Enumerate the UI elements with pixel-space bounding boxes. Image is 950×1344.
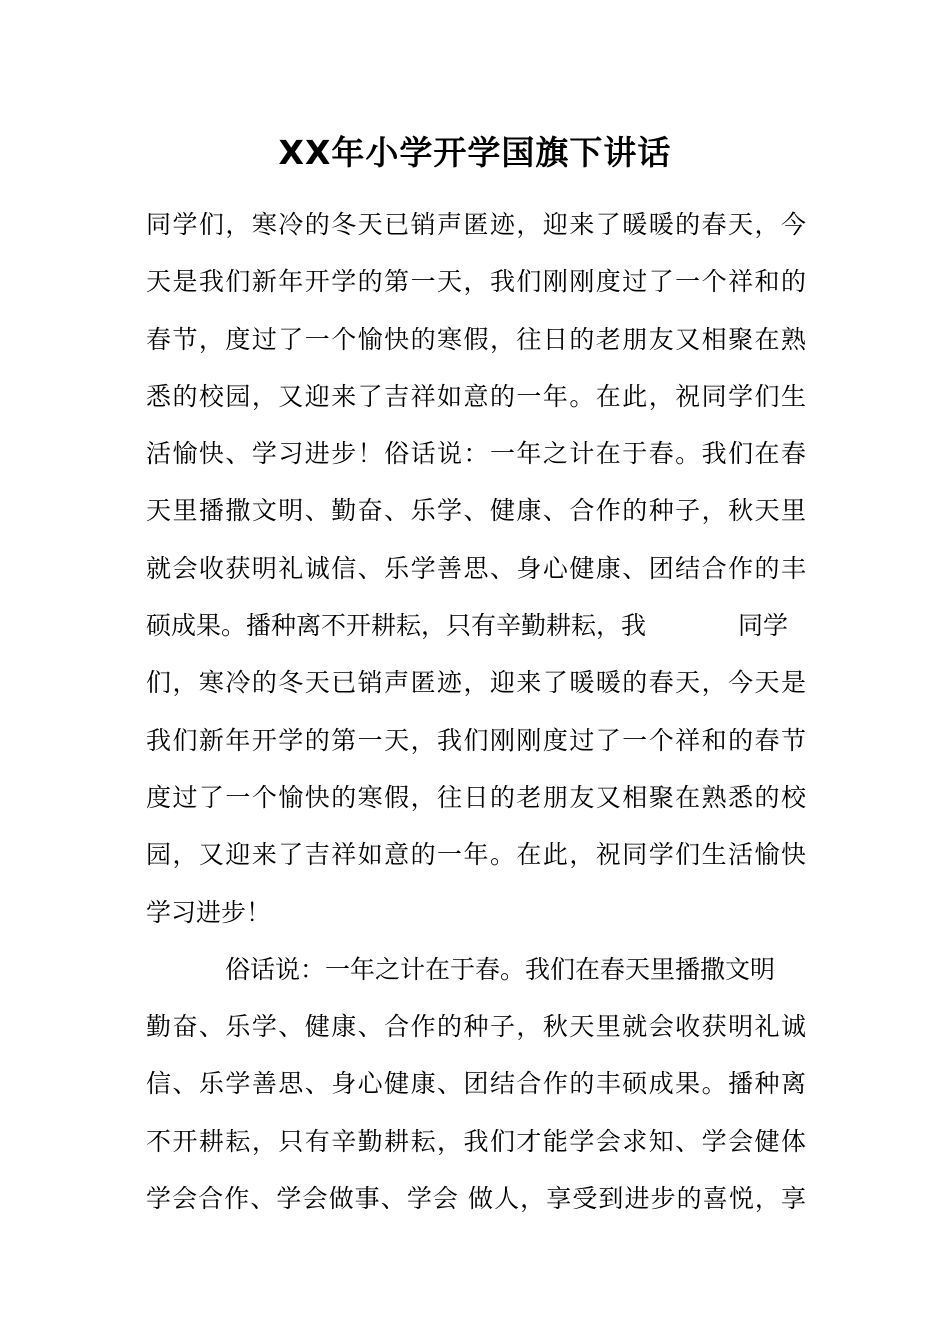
body-line: 勤奋、乐学、健康、合作的种子，秋天里就会收获明礼诚 [146, 1012, 806, 1042]
body-line: 度过了一个愉快的寒假，往日的老朋友又相聚在熟悉的校 [146, 782, 806, 812]
body-line: 学会合作、学会做事、学会 做人，享受到进步的喜悦，享 [146, 1184, 806, 1214]
document-title: XX年小学开学国旗下讲话 [278, 133, 672, 172]
body-line: 春节，度过了一个愉快的寒假，往日的老朋友又相聚在熟 [146, 324, 806, 354]
body-line: 不开耕耘，只有辛勤耕耘，我们才能学会求知、学会健体 [146, 1126, 806, 1156]
body-line-indented: 俗话说：一年之计在于春。我们在春天里播撒文明 [225, 954, 776, 984]
body-line: 活愉快、学习进步！俗话说：一年之计在于春。我们在春 [146, 439, 806, 469]
body-line: 们，寒冷的冬天已销声匿迹，迎来了暖暖的春天，今天是 [146, 668, 806, 698]
body-line: 信、乐学善思、身心健康、团结合作的丰硕成果。播种离 [146, 1069, 806, 1099]
document-body [146, 200, 806, 1231]
body-line: 悉的校园，又迎来了吉祥如意的一年。在此，祝同学们生 [146, 381, 806, 411]
body-line-split [146, 601, 806, 658]
body-line-split-right: 同学 [738, 611, 789, 641]
body-line: 天是我们新年开学的第一天，我们刚刚度过了一个祥和的 [146, 267, 806, 297]
body-line-split-left: 硕成果。播种离不开耕耘，只有辛勤耕耘，我 [146, 611, 647, 641]
body-line: 就会收获明礼诚信、乐学善思、身心健康、团结合作的丰 [146, 553, 806, 583]
body-line: 我们新年开学的第一天，我们刚刚度过了一个祥和的春节 [146, 725, 806, 755]
body-line: 同学们，寒冷的冬天已销声匿迹，迎来了暖暖的春天，今 [146, 210, 806, 239]
body-line: 学习进步！ [146, 897, 272, 927]
body-line: 天里播撒文明、勤奋、乐学、健康、合作的种子，秋天里 [146, 496, 806, 526]
body-line: 园，又迎来了吉祥如意的一年。在此，祝同学们生活愉快 [146, 840, 806, 870]
